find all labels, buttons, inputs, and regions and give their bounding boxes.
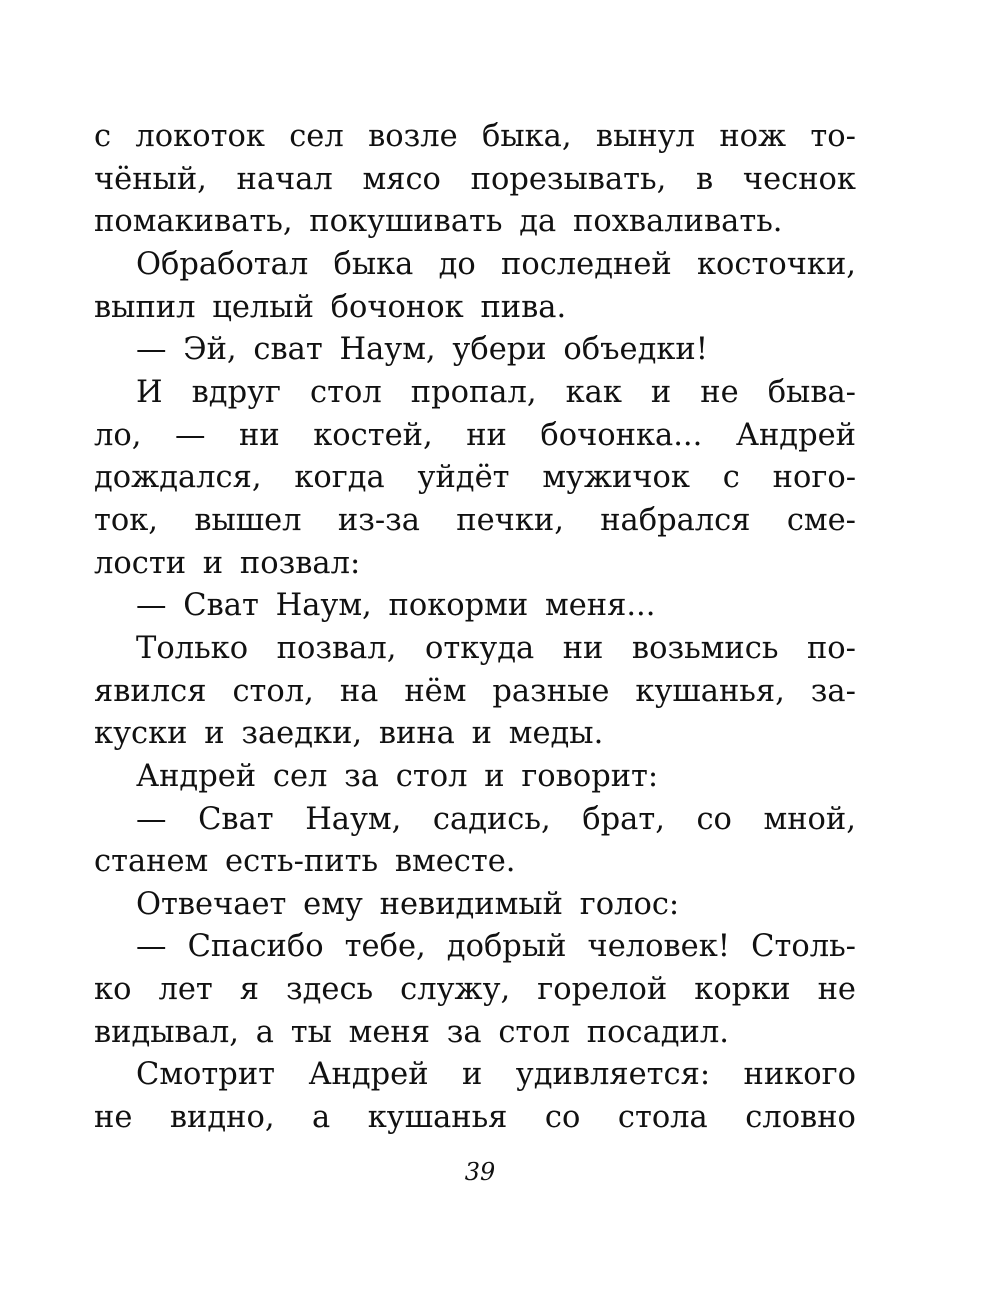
word: стол	[498, 1014, 571, 1050]
word: не	[94, 1100, 133, 1136]
word: удивляется:	[515, 1057, 711, 1093]
word: —	[136, 929, 167, 965]
text-line	[94, 415, 856, 458]
word: Сват	[198, 801, 274, 837]
word: уйдёт	[417, 460, 510, 496]
page-number: 39	[464, 1158, 496, 1186]
word: Андрей	[735, 417, 856, 453]
word: бочонок	[330, 289, 464, 325]
word: и	[471, 716, 492, 752]
word: я	[239, 972, 259, 1008]
word: Только	[136, 630, 249, 666]
word: вынул	[595, 119, 696, 154]
word: выпил	[94, 289, 196, 325]
word: до	[438, 246, 476, 282]
text-line	[94, 713, 856, 756]
word: и	[461, 1057, 483, 1093]
word: тебе,	[344, 929, 426, 965]
word: говорит:	[521, 758, 659, 794]
text-line	[94, 671, 856, 714]
word: здесь	[286, 972, 374, 1008]
word: Отвечает	[136, 886, 287, 922]
word: то-	[810, 119, 856, 154]
text-line	[94, 585, 856, 628]
word: горелой	[537, 972, 668, 1008]
word: меня	[348, 1014, 430, 1050]
word: набрался	[600, 502, 751, 538]
word: вина	[378, 716, 455, 752]
word: видывал,	[94, 1014, 239, 1050]
word: быка	[333, 246, 414, 282]
word: дождался,	[94, 460, 262, 496]
word: позвал:	[239, 545, 361, 581]
word: косточки,	[696, 246, 856, 282]
word: начал	[236, 161, 333, 197]
word: целый	[212, 289, 314, 325]
word: меды.	[508, 716, 604, 752]
word: костей,	[313, 417, 433, 453]
word: человек!	[587, 929, 731, 965]
text-line	[94, 244, 856, 287]
word: вдруг	[191, 374, 282, 410]
word: ни	[562, 630, 604, 666]
word: со	[544, 1100, 581, 1136]
word: —	[136, 332, 167, 368]
word: объедки!	[563, 332, 708, 368]
word: с	[722, 460, 740, 496]
word: пива.	[480, 289, 567, 325]
word: ло,	[94, 417, 142, 453]
word: бочонка...	[540, 417, 703, 453]
word: на	[339, 673, 379, 709]
word: мужичок	[542, 460, 690, 496]
word: меня...	[545, 588, 656, 624]
word: возле	[368, 119, 458, 154]
text-line	[94, 926, 856, 969]
word: нём	[404, 673, 467, 709]
word: сел	[272, 758, 328, 794]
word: не	[700, 374, 739, 410]
text-line	[94, 756, 856, 799]
word: разные	[492, 673, 610, 709]
text-line	[94, 159, 856, 202]
word: садись,	[432, 801, 551, 837]
word: никого	[743, 1057, 856, 1093]
word: стол	[310, 374, 382, 410]
word: убери	[452, 332, 547, 368]
text-line	[94, 1054, 856, 1097]
word: И	[136, 374, 163, 410]
word: пропал,	[410, 374, 537, 410]
text-line	[94, 628, 856, 671]
word: Наум,	[339, 332, 436, 368]
word: есть-пить	[225, 844, 379, 880]
word: брат,	[582, 801, 665, 837]
text-line	[94, 1097, 856, 1140]
word: и	[204, 716, 225, 752]
word: Спасибо	[187, 929, 324, 965]
word: нож	[719, 119, 787, 154]
word: помакивать,	[94, 204, 293, 240]
word: ты	[290, 1014, 332, 1050]
word: возьмись	[631, 630, 779, 666]
word: Наум,	[305, 801, 402, 837]
word: а	[255, 1014, 274, 1050]
word: —	[136, 588, 167, 624]
word: посадил.	[586, 1014, 729, 1050]
word: Обработал	[136, 246, 309, 282]
word: корки	[694, 972, 791, 1008]
word: из-за	[337, 502, 420, 538]
word: откуда	[424, 630, 535, 666]
word: лости	[94, 545, 187, 581]
word: куски	[94, 716, 188, 752]
word: когда	[294, 460, 385, 496]
word: за	[446, 1014, 482, 1050]
word: по-	[806, 630, 856, 666]
word: вместе.	[394, 844, 516, 880]
word: и	[650, 374, 672, 410]
word: за-	[810, 673, 856, 709]
text-line	[94, 201, 856, 244]
word: ко	[94, 972, 132, 1008]
word: покушивать	[309, 204, 503, 240]
word: лет	[158, 972, 213, 1008]
word: Столь-	[751, 929, 856, 965]
word: ток,	[94, 502, 158, 538]
word: как	[565, 374, 622, 410]
text-line	[94, 329, 856, 372]
word: со	[696, 801, 732, 837]
word: Андрей	[136, 758, 257, 794]
text-line	[94, 1012, 856, 1055]
text-line	[94, 884, 856, 927]
word: станем	[94, 844, 209, 880]
word: кушанья	[367, 1100, 508, 1136]
word: —	[136, 801, 167, 837]
word: мясо	[362, 161, 441, 197]
word: похваливать.	[573, 204, 783, 240]
word: и	[202, 545, 224, 581]
text-line	[94, 543, 856, 586]
word: стола	[617, 1100, 708, 1136]
word: служу,	[400, 972, 511, 1008]
text-line	[94, 969, 856, 1012]
word: Наум,	[275, 588, 372, 624]
word: мной,	[763, 801, 856, 837]
word: сел	[289, 119, 344, 154]
word: ни	[466, 417, 507, 453]
word: сват	[253, 332, 323, 368]
word: сме-	[786, 502, 856, 538]
word: а	[312, 1100, 331, 1136]
word: заедки,	[241, 716, 363, 752]
word: Смотрит	[136, 1057, 276, 1093]
word: явился	[94, 673, 207, 709]
word: последней	[501, 246, 672, 282]
word: печки,	[456, 502, 564, 538]
word: в	[696, 161, 714, 197]
word: позвал,	[276, 630, 397, 666]
text-line	[94, 841, 856, 884]
text-line	[94, 116, 856, 159]
word: ни	[239, 417, 280, 453]
word: стол	[395, 758, 468, 794]
word: Сват	[183, 588, 259, 624]
word: —	[174, 417, 206, 453]
word: ного-	[772, 460, 856, 496]
word: видно,	[169, 1100, 275, 1136]
text-line	[94, 500, 856, 543]
text-line	[94, 799, 856, 842]
word: порезывать,	[470, 161, 667, 197]
word: быва-	[767, 374, 856, 410]
word: покорми	[388, 588, 529, 624]
text-line	[94, 457, 856, 500]
word: добрый	[446, 929, 567, 965]
word: невидимый	[379, 886, 563, 922]
word: за	[344, 758, 379, 794]
word: голос:	[579, 886, 680, 922]
word: чёный,	[94, 161, 207, 197]
text-line	[94, 287, 856, 330]
word: словно	[745, 1100, 856, 1136]
word: стол,	[232, 673, 314, 709]
word: не	[817, 972, 856, 1008]
word: Андрей	[308, 1057, 429, 1093]
word: кушанья,	[635, 673, 785, 709]
word: вышел	[194, 502, 302, 538]
word: ему	[303, 886, 363, 922]
body-text	[94, 116, 856, 1140]
word: с	[94, 119, 112, 154]
word: быка,	[481, 119, 572, 154]
word: Эй,	[183, 332, 237, 368]
word: и	[484, 758, 505, 794]
text-line	[94, 372, 856, 415]
word: локоток	[135, 119, 265, 154]
word: да	[519, 204, 557, 240]
word: чеснок	[742, 161, 856, 197]
